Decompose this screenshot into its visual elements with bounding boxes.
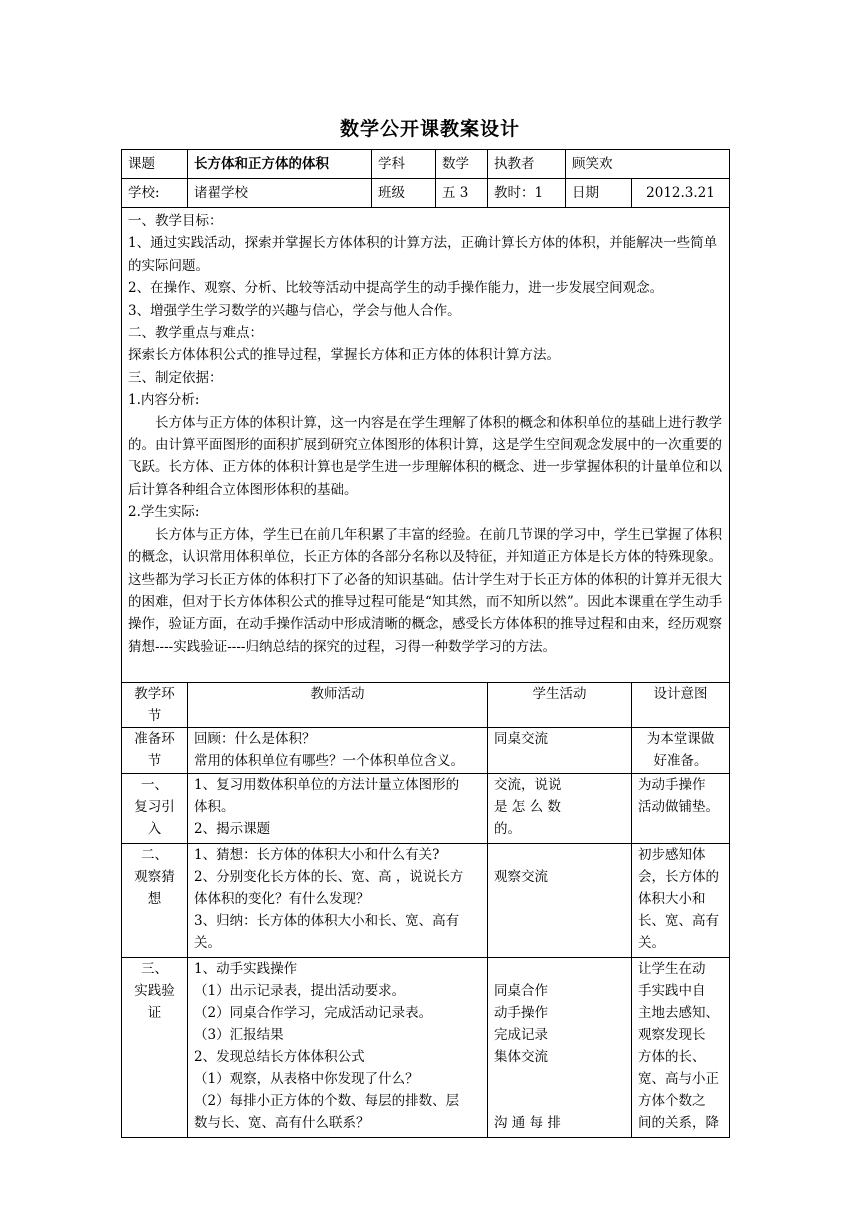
student-line: 观察交流	[494, 869, 548, 885]
subject-label: 学科	[372, 150, 436, 179]
goals-heading: 一、教学目标：	[128, 213, 223, 229]
intent-cell	[632, 728, 730, 774]
period-label: 教时：1	[488, 179, 566, 208]
page-title: 数学公开课教案设计	[339, 118, 520, 140]
process-header-row	[122, 683, 730, 728]
student-line: 的。	[494, 821, 521, 837]
student-heading: 2.学生实际:	[128, 504, 200, 521]
stage-cell	[122, 774, 188, 844]
intent-line: 为本堂课做	[646, 731, 715, 747]
intent-line: 体积大小和	[638, 891, 706, 907]
teacher-line: 常用的体积单位有哪些？一个体积单位含义。	[194, 753, 464, 769]
teacher-cell	[188, 844, 488, 958]
process-row	[122, 844, 730, 958]
process-row	[122, 728, 730, 774]
student-cell	[488, 844, 632, 958]
class-value: 五 3	[436, 179, 488, 208]
stage-line: 实践验证	[134, 983, 175, 1021]
intent-line: 宽、高与小正	[638, 1071, 719, 1087]
lesson-value: 长方体和正方体的体积	[188, 150, 372, 179]
teacher-line: 数与长、宽、高有什么联系？	[194, 1115, 370, 1131]
intent-cell	[632, 774, 730, 844]
intent-line: 让学生在动	[638, 961, 706, 977]
header-row-2	[122, 179, 730, 208]
lesson-plan-table	[121, 149, 730, 1138]
col-header-teacher: 教师活动	[188, 683, 488, 728]
student-line: 同桌合作	[494, 983, 548, 999]
student-cell	[488, 728, 632, 774]
teacher-line: 体积。	[194, 799, 235, 815]
class-label: 班级	[372, 179, 436, 208]
teacher-line: （3）汇报结果	[194, 1027, 284, 1043]
student-line: 是 怎 么 数	[494, 799, 561, 815]
teacher-cell	[188, 774, 488, 844]
student-line: 沟 通 每 排	[494, 1115, 561, 1131]
intent-line: 好准备。	[653, 753, 708, 769]
teacher-line: 1、猜想：长方体的体积大小和什么有关?	[194, 847, 440, 863]
process-row	[122, 774, 730, 844]
intent-cell	[632, 844, 730, 958]
goal-3: 3、增强学生学习数学的兴趣与信心，学会与他人合作。	[128, 302, 461, 319]
intent-line: 初步感知体	[638, 847, 706, 863]
intent-line: 方体的长、	[638, 1049, 706, 1065]
col-header-stage: 教学环节	[122, 683, 188, 728]
stage-cell	[122, 728, 188, 774]
stage-line: 准备环节	[134, 731, 175, 769]
teacher-line: 关。	[194, 935, 221, 951]
col-header-intent: 设计意图	[632, 683, 730, 728]
student-line: 动手操作	[494, 1005, 548, 1021]
teacher-line: （1）观察，从表格中你发现了什么？	[194, 1071, 419, 1087]
lesson-label: 课题	[122, 150, 188, 179]
student-line: 集体交流	[494, 1049, 548, 1065]
student-line: 同桌交流	[494, 731, 548, 747]
stage-line: 观察猜想	[134, 869, 175, 907]
content-text: 长方体与正方体的体积计算，这一内容是在学生理解了体积的概念和体积单位的基础上进行教学的。由计算平面图形的面积扩展到研究立体图形的体积计算，这是学生空间观念发展中的一次重要的飞跃。长方体、正方体的体积计算也是学生进一步理解体积的概念、进一步掌握体积的计量单位和以后计算各种组合立体图形体积的基础。	[128, 414, 722, 498]
date-label: 日期	[566, 179, 632, 208]
intent-line: 间的关系，降	[638, 1115, 719, 1131]
intent-line: 方体个数之	[638, 1093, 706, 1109]
teacher-line: 1、动手实践操作	[194, 961, 298, 977]
focus-heading: 二、教学重点与难点：	[128, 325, 263, 342]
date-value: 2012.3.21	[632, 179, 730, 208]
intent-line: 主地去感知、	[638, 1005, 719, 1021]
overview-row	[122, 208, 730, 683]
intent-line: 关。	[638, 935, 665, 951]
teacher-line: 2、发现总结长方体体积公式	[194, 1049, 365, 1065]
goal-2: 2、在操作、观察、分析、比较等活动中提高学生的动手操作能力，进一步发展空间观念。	[128, 280, 664, 297]
intent-line: 长、宽、高有	[638, 913, 719, 929]
subject-value: 数学	[436, 150, 488, 179]
stage-cell	[122, 958, 188, 1138]
student-line: 完成记录	[494, 1027, 548, 1043]
teacher-cell	[188, 728, 488, 774]
stage-line: 三、	[141, 961, 168, 977]
focus-text: 探索长方体体积公式的推导过程，掌握长方体和正方体的体积计算方法。	[128, 347, 560, 364]
col-header-student: 学生活动	[488, 683, 632, 728]
intent-cell	[632, 958, 730, 1138]
teacher-line: 回顾：什么是体积？	[194, 731, 316, 747]
teacher-line: （2）同桌合作学习，完成活动记录表。	[194, 1005, 433, 1021]
student-cell	[488, 958, 632, 1138]
teacher-line: （2）每排小正方体的个数、每层的排数、层	[194, 1093, 460, 1109]
teacher-line: 3、归纳：长方体的体积大小和长、宽、高有	[194, 913, 460, 929]
teacher-value: 顾笑欢	[566, 150, 730, 179]
intent-line: 观察发现长	[638, 1027, 706, 1043]
goal-1: 1、通过实践活动，探索并掌握长方体体积的计算方法，正确计算长方体的体积，并能解决一些简单的实际问题。	[128, 235, 718, 274]
basis-heading: 三、制定依据：	[128, 369, 223, 386]
school-value: 诸翟学校	[188, 179, 372, 208]
teacher-label: 执教者	[488, 150, 566, 179]
stage-cell	[122, 844, 188, 958]
header-row-1	[122, 150, 730, 179]
intent-line: 手实践中自	[638, 983, 706, 999]
student-line: 交流，说说	[494, 777, 562, 793]
stage-line: 二、	[141, 847, 168, 863]
teacher-cell	[188, 958, 488, 1138]
intent-line: 会，长方体的	[638, 869, 719, 885]
content-heading: 1.内容分析:	[128, 392, 200, 409]
intent-line: 为动手操作	[638, 777, 706, 793]
teacher-line: 1、复习用数体积单位的方法计量立体图形的	[194, 777, 460, 793]
stage-line: 复习引入	[134, 799, 175, 837]
intent-line: 活动做铺垫。	[638, 799, 719, 815]
teacher-line: 2、揭示课题	[194, 821, 271, 837]
school-label: 学校:	[122, 179, 188, 208]
teacher-line: 体体积的变化？有什么发现？	[194, 891, 370, 907]
stage-line: 一、	[141, 777, 168, 793]
teacher-line: 2、分别变化长方体的长、宽、高 ，说说长方	[194, 869, 464, 885]
student-cell	[488, 774, 632, 844]
student-text: 长方体与正方体，学生已在前几年积累了丰富的经验。在前几节课的学习中，学生已掌握了体积的概念，认识常用体积单位，长正方体的各部分名称以及特征，并知道正方体是长方体的特殊现象。这些都为学习长正方体的体积打下了必备的知识基础。估计学生对于长正方体的体积的计算并无很大的困难，但对于长方体体积公式的推导过程可能是“知其然，而不知所以然”。因此本课重在学生动手操作，验证方面，在动手操作活动中形成清晰的概念，感受长方体体积的推导过程和由来，经历观察猜想----实践验证----归纳总结的探究的过程，习得一种数学学习的方法。	[128, 526, 723, 655]
teacher-line: （1）出示记录表，提出活动要求。	[194, 983, 406, 999]
overview-section	[122, 208, 730, 683]
process-row	[122, 958, 730, 1138]
